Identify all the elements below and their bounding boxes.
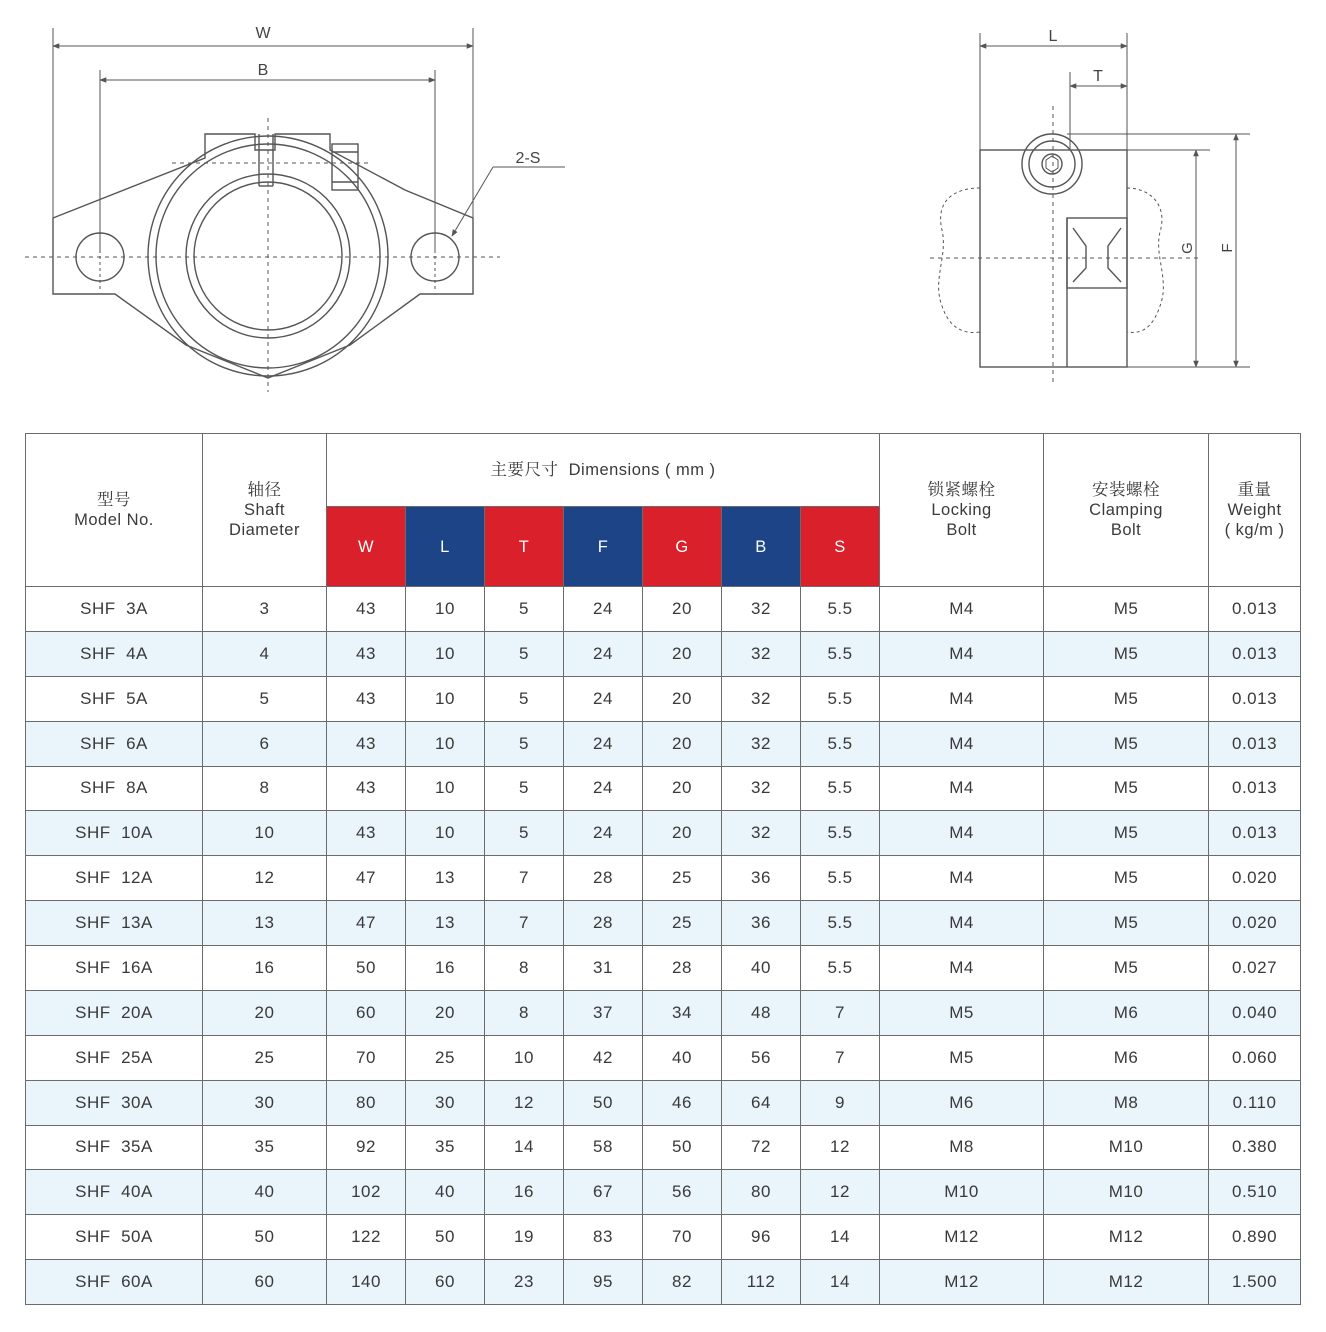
cell-t: 10 xyxy=(485,1035,564,1080)
cell-l: 25 xyxy=(406,1035,485,1080)
cell-weight: 0.013 xyxy=(1209,766,1301,811)
header-dim-g: G xyxy=(643,507,722,587)
cell-f: 83 xyxy=(564,1215,643,1260)
cell-shaft-diameter: 60 xyxy=(203,1260,327,1305)
header-dim-f: F xyxy=(564,507,643,587)
cell-g: 40 xyxy=(643,1035,722,1080)
cell-g: 20 xyxy=(643,811,722,856)
cell-s: 7 xyxy=(801,990,880,1035)
table-row xyxy=(26,1035,1301,1080)
cell-b: 48 xyxy=(722,990,801,1035)
table-row xyxy=(26,901,1301,946)
cell-f: 31 xyxy=(564,946,643,991)
cell-shaft-diameter: 30 xyxy=(203,1080,327,1125)
cell-t: 14 xyxy=(485,1125,564,1170)
cell-locking-bolt: M6 xyxy=(880,1080,1044,1125)
cell-model-no: SHF 35A xyxy=(26,1125,203,1170)
cell-g: 20 xyxy=(643,631,722,676)
cell-t: 5 xyxy=(485,766,564,811)
cell-g: 20 xyxy=(643,676,722,721)
header-dim-b: B xyxy=(722,507,801,587)
cell-shaft-diameter: 50 xyxy=(203,1215,327,1260)
cell-shaft-diameter: 25 xyxy=(203,1035,327,1080)
cell-model-no: SHF 12A xyxy=(26,856,203,901)
cell-w: 50 xyxy=(327,946,406,991)
table-row xyxy=(26,587,1301,632)
cell-clamping-bolt: M10 xyxy=(1044,1170,1209,1215)
cell-locking-bolt: M4 xyxy=(880,946,1044,991)
t-dimension-label: T xyxy=(1093,68,1103,85)
cell-s: 5.5 xyxy=(801,721,880,766)
cell-f: 50 xyxy=(564,1080,643,1125)
cell-b: 36 xyxy=(722,901,801,946)
cell-s: 5.5 xyxy=(801,676,880,721)
cell-t: 19 xyxy=(485,1215,564,1260)
cell-locking-bolt: M4 xyxy=(880,721,1044,766)
cell-weight: 0.013 xyxy=(1209,631,1301,676)
cell-weight: 0.890 xyxy=(1209,1215,1301,1260)
header-model-cn: 型号 xyxy=(97,491,131,509)
cell-g: 46 xyxy=(643,1080,722,1125)
cell-clamping-bolt: M5 xyxy=(1044,766,1209,811)
cell-w: 122 xyxy=(327,1215,406,1260)
cell-w: 92 xyxy=(327,1125,406,1170)
cell-locking-bolt: M5 xyxy=(880,1035,1044,1080)
cell-l: 10 xyxy=(406,676,485,721)
cell-shaft-diameter: 13 xyxy=(203,901,327,946)
cell-clamping-bolt: M12 xyxy=(1044,1260,1209,1305)
w-dimension-label: W xyxy=(255,25,271,42)
cell-clamping-bolt: M5 xyxy=(1044,587,1209,632)
cell-model-no: SHF 20A xyxy=(26,990,203,1035)
cell-l: 10 xyxy=(406,587,485,632)
cell-model-no: SHF 5A xyxy=(26,676,203,721)
cell-f: 24 xyxy=(564,721,643,766)
cell-w: 43 xyxy=(327,631,406,676)
cell-locking-bolt: M4 xyxy=(880,766,1044,811)
cell-locking-bolt: M5 xyxy=(880,990,1044,1035)
cell-s: 5.5 xyxy=(801,946,880,991)
header-model-no xyxy=(26,434,203,587)
cell-clamping-bolt: M5 xyxy=(1044,811,1209,856)
cell-l: 40 xyxy=(406,1170,485,1215)
cell-shaft-diameter: 40 xyxy=(203,1170,327,1215)
cell-b: 64 xyxy=(722,1080,801,1125)
cell-clamping-bolt: M5 xyxy=(1044,721,1209,766)
cell-f: 95 xyxy=(564,1260,643,1305)
cell-f: 67 xyxy=(564,1170,643,1215)
cell-clamping-bolt: M5 xyxy=(1044,676,1209,721)
cell-w: 140 xyxy=(327,1260,406,1305)
cell-g: 82 xyxy=(643,1260,722,1305)
technical-drawings xyxy=(0,0,1326,430)
table-row xyxy=(26,990,1301,1035)
cell-f: 24 xyxy=(564,676,643,721)
cell-b: 32 xyxy=(722,766,801,811)
cell-l: 50 xyxy=(406,1215,485,1260)
cell-w: 47 xyxy=(327,856,406,901)
header-shaft-diameter xyxy=(203,434,327,587)
cell-b: 72 xyxy=(722,1125,801,1170)
cell-weight: 0.027 xyxy=(1209,946,1301,991)
cell-w: 80 xyxy=(327,1080,406,1125)
cell-t: 7 xyxy=(485,901,564,946)
cell-weight: 0.060 xyxy=(1209,1035,1301,1080)
cell-locking-bolt: M8 xyxy=(880,1125,1044,1170)
cell-locking-bolt: M4 xyxy=(880,856,1044,901)
cell-l: 35 xyxy=(406,1125,485,1170)
table-row xyxy=(26,856,1301,901)
cell-l: 13 xyxy=(406,856,485,901)
cell-b: 32 xyxy=(722,811,801,856)
cell-g: 25 xyxy=(643,901,722,946)
cell-weight: 0.013 xyxy=(1209,721,1301,766)
cell-model-no: SHF 4A xyxy=(26,631,203,676)
table-row xyxy=(26,676,1301,721)
cell-t: 8 xyxy=(485,946,564,991)
cell-b: 36 xyxy=(722,856,801,901)
header-weight xyxy=(1209,434,1301,587)
cell-model-no: SHF 13A xyxy=(26,901,203,946)
cell-model-no: SHF 3A xyxy=(26,587,203,632)
cell-b: 32 xyxy=(722,721,801,766)
cell-weight: 0.380 xyxy=(1209,1125,1301,1170)
header-shaft-en2: Diameter xyxy=(229,521,300,539)
table-row xyxy=(26,1080,1301,1125)
l-dimension-label: L xyxy=(1048,28,1058,45)
cell-shaft-diameter: 10 xyxy=(203,811,327,856)
cell-t: 7 xyxy=(485,856,564,901)
header-weight-cn: 重量 xyxy=(1237,481,1272,499)
cell-s: 5.5 xyxy=(801,856,880,901)
cell-s: 12 xyxy=(801,1125,880,1170)
cell-l: 10 xyxy=(406,631,485,676)
cell-f: 28 xyxy=(564,856,643,901)
cell-weight: 0.013 xyxy=(1209,676,1301,721)
cell-g: 50 xyxy=(643,1125,722,1170)
cell-s: 7 xyxy=(801,1035,880,1080)
cell-g: 20 xyxy=(643,721,722,766)
cell-g: 56 xyxy=(643,1170,722,1215)
table-row xyxy=(26,766,1301,811)
cell-b: 56 xyxy=(722,1035,801,1080)
cell-model-no: SHF 6A xyxy=(26,721,203,766)
cell-model-no: SHF 8A xyxy=(26,766,203,811)
table-row xyxy=(26,721,1301,766)
s-dimension-label: 2-S xyxy=(515,150,541,167)
cell-w: 47 xyxy=(327,901,406,946)
cell-t: 5 xyxy=(485,811,564,856)
header-weight-en1: Weight xyxy=(1227,501,1282,519)
cell-t: 5 xyxy=(485,676,564,721)
header-shaft-en1: Shaft xyxy=(243,501,286,519)
cell-b: 40 xyxy=(722,946,801,991)
cell-b: 80 xyxy=(722,1170,801,1215)
cell-t: 16 xyxy=(485,1170,564,1215)
cell-locking-bolt: M4 xyxy=(880,901,1044,946)
table-row xyxy=(26,631,1301,676)
cell-model-no: SHF 30A xyxy=(26,1080,203,1125)
cell-s: 14 xyxy=(801,1215,880,1260)
cell-clamping-bolt: M6 xyxy=(1044,990,1209,1035)
cell-b: 32 xyxy=(722,676,801,721)
cell-w: 43 xyxy=(327,587,406,632)
cell-clamping-bolt: M5 xyxy=(1044,901,1209,946)
cell-s: 14 xyxy=(801,1260,880,1305)
cell-t: 12 xyxy=(485,1080,564,1125)
table-row xyxy=(26,946,1301,991)
front-view-drawing xyxy=(25,28,565,392)
table-row xyxy=(26,1260,1301,1305)
cell-b: 32 xyxy=(722,631,801,676)
cell-w: 102 xyxy=(327,1170,406,1215)
cell-clamping-bolt: M8 xyxy=(1044,1080,1209,1125)
cell-weight: 0.020 xyxy=(1209,901,1301,946)
cell-weight: 0.013 xyxy=(1209,587,1301,632)
cell-g: 34 xyxy=(643,990,722,1035)
cell-g: 20 xyxy=(643,766,722,811)
header-dimensions: 主要尺寸 Dimensions ( mm ) xyxy=(327,434,880,507)
cell-locking-bolt: M4 xyxy=(880,676,1044,721)
header-clamping-cn: 安装螺栓 xyxy=(1092,481,1161,499)
table-row xyxy=(26,1170,1301,1215)
header-locking-bolt xyxy=(880,434,1044,587)
cell-shaft-diameter: 8 xyxy=(203,766,327,811)
cell-weight: 0.040 xyxy=(1209,990,1301,1035)
cell-b: 96 xyxy=(722,1215,801,1260)
cell-shaft-diameter: 12 xyxy=(203,856,327,901)
cell-w: 43 xyxy=(327,766,406,811)
cell-s: 5.5 xyxy=(801,766,880,811)
cell-w: 43 xyxy=(327,811,406,856)
cell-f: 42 xyxy=(564,1035,643,1080)
cell-w: 43 xyxy=(327,676,406,721)
cell-s: 9 xyxy=(801,1080,880,1125)
cell-w: 70 xyxy=(327,1035,406,1080)
cell-l: 10 xyxy=(406,766,485,811)
cell-t: 8 xyxy=(485,990,564,1035)
header-locking-en1: Locking xyxy=(931,501,992,519)
f-dimension-label: F xyxy=(1219,243,1236,253)
header-clamping-en2: Bolt xyxy=(1110,521,1142,539)
header-clamping-bolt xyxy=(1044,434,1209,587)
cell-clamping-bolt: M10 xyxy=(1044,1125,1209,1170)
cell-g: 20 xyxy=(643,587,722,632)
cell-clamping-bolt: M12 xyxy=(1044,1215,1209,1260)
cell-f: 24 xyxy=(564,587,643,632)
cell-f: 58 xyxy=(564,1125,643,1170)
header-clamping-en1: Clamping xyxy=(1089,501,1163,519)
cell-s: 5.5 xyxy=(801,901,880,946)
table-row xyxy=(26,1125,1301,1170)
cell-s: 12 xyxy=(801,1170,880,1215)
cell-model-no: SHF 10A xyxy=(26,811,203,856)
side-view-drawing xyxy=(930,33,1250,386)
cell-weight: 0.020 xyxy=(1209,856,1301,901)
header-dim-w: W xyxy=(327,507,406,587)
specification-table xyxy=(25,433,1301,1305)
header-dim-s: S xyxy=(801,507,880,587)
cell-weight: 0.110 xyxy=(1209,1080,1301,1125)
cell-t: 23 xyxy=(485,1260,564,1305)
cell-g: 25 xyxy=(643,856,722,901)
cell-model-no: SHF 50A xyxy=(26,1215,203,1260)
cell-l: 13 xyxy=(406,901,485,946)
cell-l: 20 xyxy=(406,990,485,1035)
specification-table-body xyxy=(26,587,1301,1305)
b-dimension-label: B xyxy=(257,62,269,79)
cell-model-no: SHF 40A xyxy=(26,1170,203,1215)
cell-t: 5 xyxy=(485,587,564,632)
cell-locking-bolt: M4 xyxy=(880,811,1044,856)
cell-model-no: SHF 60A xyxy=(26,1260,203,1305)
cell-clamping-bolt: M6 xyxy=(1044,1035,1209,1080)
header-model-en: Model No. xyxy=(74,511,154,529)
cell-t: 5 xyxy=(485,631,564,676)
cell-shaft-diameter: 3 xyxy=(203,587,327,632)
table-row xyxy=(26,811,1301,856)
cell-shaft-diameter: 4 xyxy=(203,631,327,676)
cell-l: 60 xyxy=(406,1260,485,1305)
cell-s: 5.5 xyxy=(801,811,880,856)
cell-b: 112 xyxy=(722,1260,801,1305)
cell-f: 24 xyxy=(564,631,643,676)
cell-f: 24 xyxy=(564,811,643,856)
cell-weight: 0.013 xyxy=(1209,811,1301,856)
cell-shaft-diameter: 6 xyxy=(203,721,327,766)
cell-l: 10 xyxy=(406,811,485,856)
cell-locking-bolt: M10 xyxy=(880,1170,1044,1215)
cell-weight: 1.500 xyxy=(1209,1260,1301,1305)
cell-g: 70 xyxy=(643,1215,722,1260)
cell-l: 30 xyxy=(406,1080,485,1125)
cell-locking-bolt: M12 xyxy=(880,1260,1044,1305)
cell-s: 5.5 xyxy=(801,587,880,632)
header-shaft-cn: 轴径 xyxy=(247,481,282,499)
header-dim-t: T xyxy=(485,507,564,587)
cell-g: 28 xyxy=(643,946,722,991)
cell-clamping-bolt: M5 xyxy=(1044,946,1209,991)
cell-l: 16 xyxy=(406,946,485,991)
cell-shaft-diameter: 35 xyxy=(203,1125,327,1170)
g-dimension-label: G xyxy=(1179,242,1196,254)
cell-f: 24 xyxy=(564,766,643,811)
cell-clamping-bolt: M5 xyxy=(1044,856,1209,901)
cell-f: 37 xyxy=(564,990,643,1035)
header-locking-en2: Bolt xyxy=(946,521,977,539)
cell-l: 10 xyxy=(406,721,485,766)
cell-shaft-diameter: 20 xyxy=(203,990,327,1035)
cell-b: 32 xyxy=(722,587,801,632)
cell-s: 5.5 xyxy=(801,631,880,676)
cell-shaft-diameter: 16 xyxy=(203,946,327,991)
cell-f: 28 xyxy=(564,901,643,946)
cell-model-no: SHF 25A xyxy=(26,1035,203,1080)
table-row xyxy=(26,1215,1301,1260)
cell-w: 43 xyxy=(327,721,406,766)
cell-shaft-diameter: 5 xyxy=(203,676,327,721)
cell-locking-bolt: M4 xyxy=(880,587,1044,632)
header-locking-cn: 锁紧螺栓 xyxy=(927,481,996,499)
header-weight-en2: ( kg/m ) xyxy=(1224,521,1285,539)
header-dim-l: L xyxy=(406,507,485,587)
cell-locking-bolt: M4 xyxy=(880,631,1044,676)
cell-clamping-bolt: M5 xyxy=(1044,631,1209,676)
cell-t: 5 xyxy=(485,721,564,766)
cell-model-no: SHF 16A xyxy=(26,946,203,991)
cell-weight: 0.510 xyxy=(1209,1170,1301,1215)
cell-locking-bolt: M12 xyxy=(880,1215,1044,1260)
cell-w: 60 xyxy=(327,990,406,1035)
